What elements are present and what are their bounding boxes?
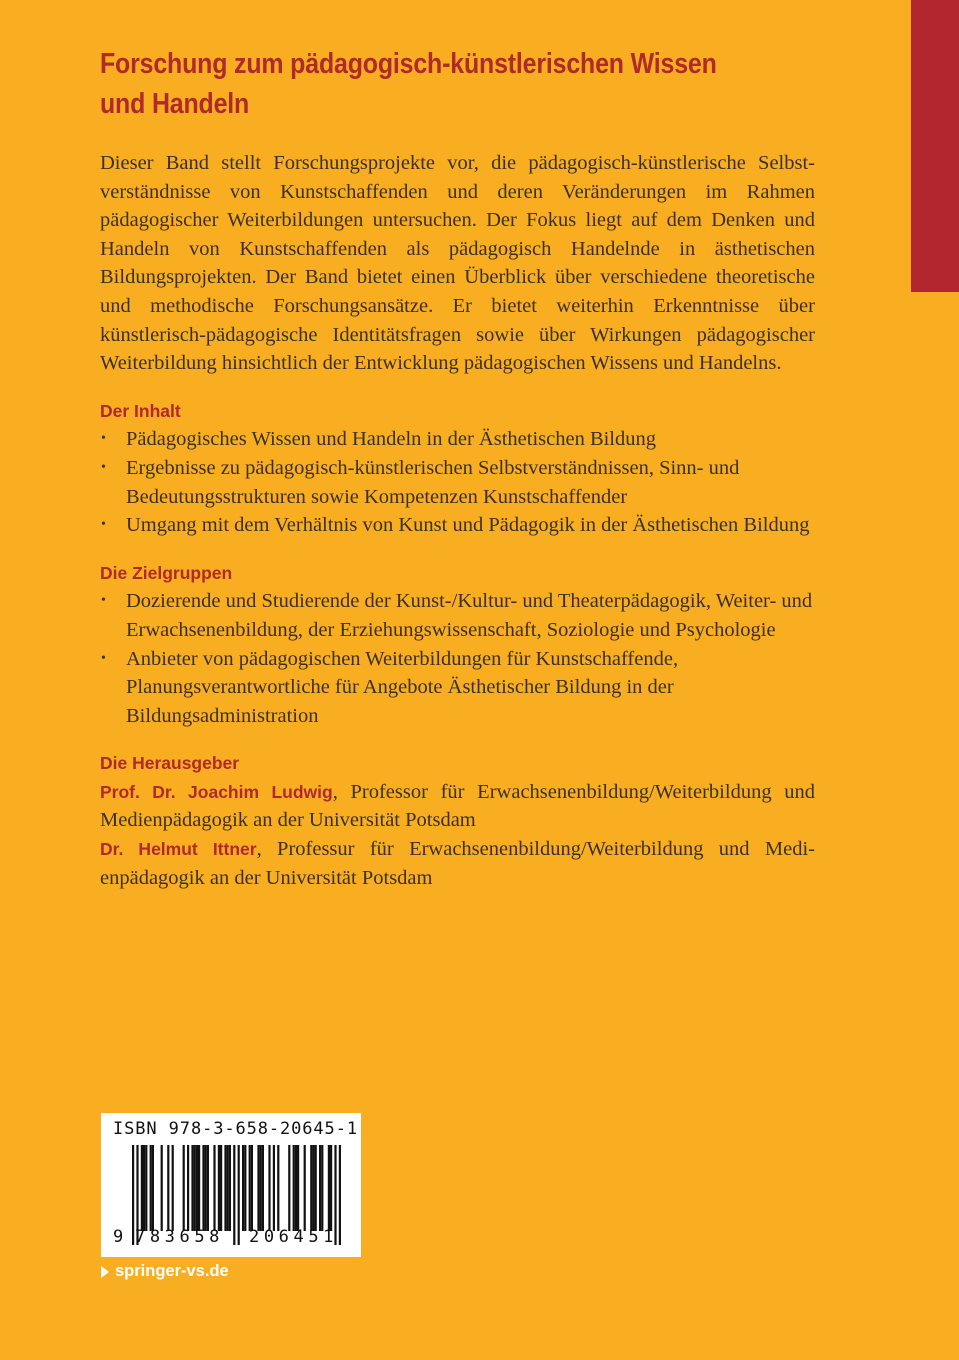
barcode-bar [150, 1145, 152, 1231]
list-item-text: Umgang mit dem Verhältnis von Kunst und Pädagogik in der Ästhetischen Bildung [126, 514, 810, 537]
barcode-bar [330, 1145, 332, 1231]
barcode-bar [152, 1145, 154, 1231]
barcode-bar [172, 1145, 174, 1231]
barcode-bar [220, 1145, 222, 1231]
editor-name: Dr. Helmut Ittner [100, 839, 257, 860]
list-item [100, 454, 815, 511]
barcode-bar [196, 1145, 198, 1231]
barcode-digits [101, 1227, 361, 1253]
barcode-bar [260, 1145, 262, 1231]
barcode-bar [224, 1145, 226, 1231]
play-arrow-icon [101, 1266, 109, 1278]
barcode-bar [145, 1145, 147, 1231]
editor-description: , Professur für Erwachsenenbildung/Weiterbildung und Medienpädagogik an der Universität Potsdam [100, 838, 815, 889]
website-label: springer-vs.de [115, 1262, 229, 1280]
barcode-bar [251, 1145, 253, 1231]
barcode-bar [297, 1145, 299, 1231]
back-cover-text [100, 149, 815, 892]
barcode-bar [227, 1145, 229, 1231]
isbn-label: ISBN 978-3-658-20645-1 [113, 1119, 358, 1139]
barcode-bar [207, 1145, 209, 1231]
list-item [100, 425, 815, 454]
barcode-bar [205, 1145, 207, 1231]
barcode-bar [328, 1145, 330, 1231]
barcode-bar [321, 1145, 323, 1231]
barcode-bar [319, 1145, 321, 1231]
isbn-barcode [101, 1113, 361, 1257]
barcode-bar [187, 1145, 189, 1231]
barcode-bar [143, 1145, 145, 1231]
book-title: Forschung zum pädagogisch-künstlerischen Wissen und Handeln [100, 48, 717, 120]
barcode-bar [194, 1145, 196, 1231]
bullet-icon: • [101, 517, 106, 533]
list-item [100, 511, 815, 540]
barcode-bar [310, 1145, 312, 1231]
barcode-bar [268, 1145, 270, 1231]
editor-entry [100, 835, 815, 892]
barcode-bar [304, 1145, 306, 1231]
barcode-bar [277, 1145, 279, 1231]
cover-color-tab [911, 0, 959, 292]
bullet-icon: • [101, 431, 106, 447]
barcode-bar [293, 1145, 295, 1231]
contents-list [100, 425, 815, 539]
barcode-bar [229, 1145, 231, 1231]
list-item-text: Ergebnisse zu pädagogisch-künstlerischen Selbstverständnissen, Sinn- und Bedeutungsstrukturen sowie Kompetenzen Kunstschaffender [126, 456, 740, 508]
list-item-text: Anbieter von pädagogischen Weiterbildungen für Kunstschaffende, Planungsverantwortliche für Angebote Ästhetischer Bildung in der Bildungsadministration [126, 647, 679, 727]
barcode-left-group: 783658 [135, 1227, 225, 1247]
bullet-icon: • [101, 650, 106, 666]
list-item [100, 587, 815, 644]
barcode-bar [249, 1145, 251, 1231]
editor-entry [100, 778, 815, 835]
barcode-bar [257, 1145, 259, 1231]
publisher-link[interactable] [101, 1262, 229, 1281]
audience-heading: Die Zielgruppen [100, 562, 233, 583]
barcode-bar [202, 1145, 204, 1231]
barcode-bar [312, 1145, 314, 1231]
contents-heading: Der Inhalt [100, 400, 181, 421]
barcode-bar [167, 1145, 169, 1231]
barcode-first-digit: 9 [113, 1227, 124, 1247]
audience-list [100, 587, 815, 730]
barcode-bar [191, 1145, 193, 1231]
bullet-icon: • [101, 459, 106, 475]
list-item [100, 645, 815, 731]
barcode-bar [315, 1145, 317, 1231]
editor-name: Prof. Dr. Joachim Ludwig [100, 781, 333, 802]
editors-heading: Die Herausgeber [100, 753, 240, 774]
barcode-bar [244, 1145, 246, 1231]
barcode-bar [141, 1145, 143, 1231]
editor-description: , Professor für Erwachsenenbildung/Weiterbildung und Medienpädagogik an der Universität Potsdam [100, 780, 815, 832]
barcode-bar [242, 1145, 244, 1231]
barcode-bar [161, 1145, 163, 1231]
barcode-bar [295, 1145, 297, 1231]
intro-paragraph: Dieser Band stellt Forschungsprojekte vor, die pädagogisch-künstlerische Selbstverständnisse von Kunstschaffenden und deren Veränderungen im Rahmen pädagogischer Weiterbildungen untersuchen. Der Fokus liegt auf dem Denken und Handeln von Kunstschaffenden als pädagogisch Handelnde in ästhetischen Bildungsprojekten. Der Band bietet einen Überblick über verschiedene theoretische und methodische Forschungsansätze. Er bietet weiterhin Erkenntnisse über künstlerisch-pädagogische Identitätsfragen sowie über Wirkungen pädagogischer Weiterbildung hinsichtlich der Entwicklung pädagogischen Wissens und Handelns. [100, 152, 815, 375]
list-item-text: Pädagogisches Wissen und Handeln in der Ästhetischen Bildung [126, 428, 657, 451]
barcode-bar [273, 1145, 275, 1231]
barcode-bar [198, 1145, 200, 1231]
barcode-right-group: 206451 [249, 1227, 339, 1247]
barcode-bar [288, 1145, 290, 1231]
barcode-bar [213, 1145, 215, 1231]
barcode-bar [218, 1145, 220, 1231]
barcode-bar [262, 1145, 264, 1231]
barcode-bar [183, 1145, 185, 1231]
bullet-icon: • [101, 593, 106, 609]
list-item-text: Dozierende und Studierende der Kunst-/Kultur- und Theaterpädagogik, Weiter- und Erwachsenenbildung, der Erziehungswissenschaft, Soziologie und Psychologie [126, 590, 813, 641]
